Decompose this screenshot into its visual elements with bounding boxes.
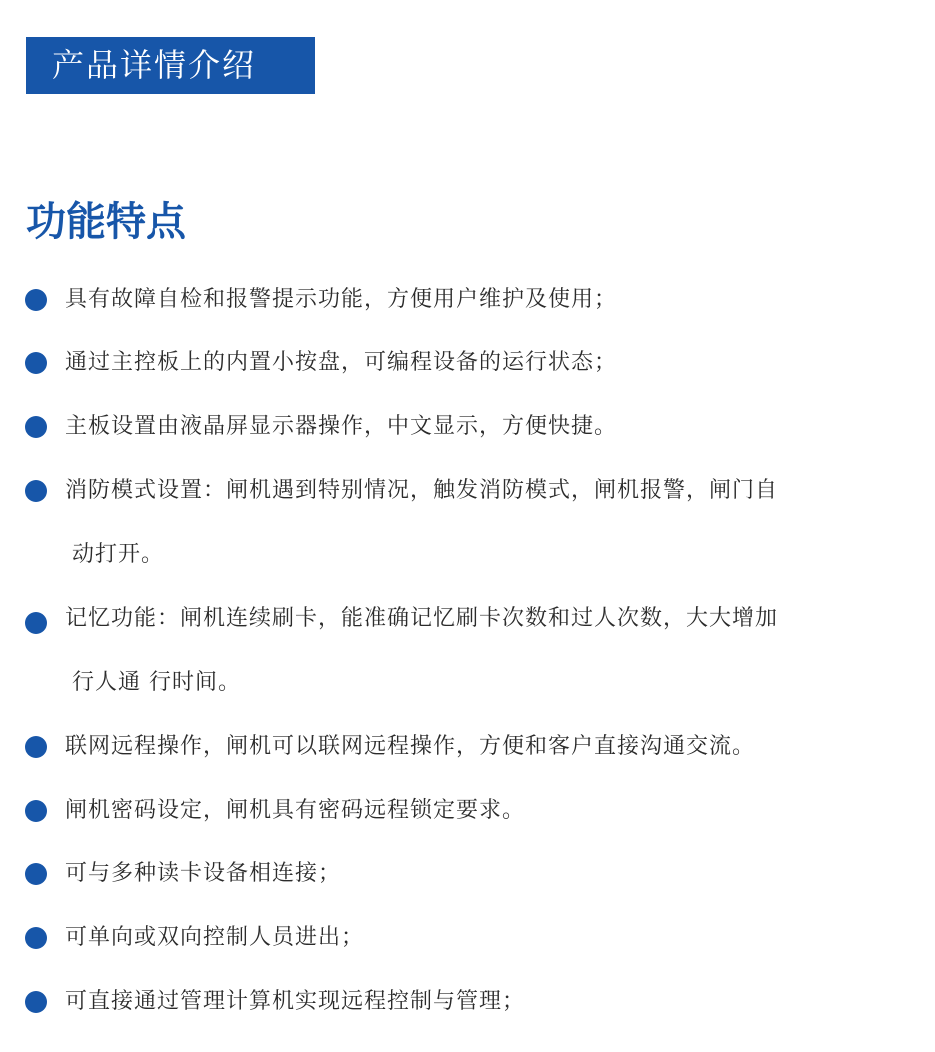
- feature-line: 主板设置由液晶屏显示器操作，中文显示，方便快捷。: [65, 414, 618, 439]
- feature-line: 可与多种读卡设备相连接；: [65, 861, 342, 886]
- feature-line: 可直接通过管理计算机实现远程控制与管理；: [65, 989, 526, 1014]
- bullet-icon: [25, 927, 47, 949]
- feature-line: 记忆功能：闸机连续刷卡，能准确记忆刷卡次数和过人次数，大大增加: [65, 606, 779, 631]
- section-title: 功能特点: [26, 199, 186, 245]
- bullet-icon: [25, 612, 47, 634]
- feature-line: 动打开。: [72, 542, 165, 567]
- feature-line: 具有故障自检和报警提示功能，方便用户维护及使用；: [65, 287, 618, 312]
- feature-line: 行人通 行时间。: [72, 670, 241, 695]
- feature-line: 可单向或双向控制人员进出；: [65, 925, 365, 950]
- bullet-icon: [25, 416, 47, 438]
- banner-label: 产品详情介绍: [52, 46, 257, 84]
- bullet-icon: [25, 352, 47, 374]
- bullet-icon: [25, 736, 47, 758]
- feature-line: 联网远程操作，闸机可以联网远程操作，方便和客户直接沟通交流。: [65, 734, 756, 759]
- bullet-icon: [25, 863, 47, 885]
- bullet-icon: [25, 800, 47, 822]
- bullet-icon: [25, 480, 47, 502]
- feature-line: 消防模式设置：闸机遇到特别情况，触发消防模式，闸机报警，闸门自: [65, 478, 779, 503]
- feature-line: 闸机密码设定，闸机具有密码远程锁定要求。: [65, 798, 526, 823]
- bullet-icon: [25, 991, 47, 1013]
- bullet-icon: [25, 289, 47, 311]
- feature-line: 通过主控板上的内置小按盘，可编程设备的运行状态；: [65, 350, 618, 375]
